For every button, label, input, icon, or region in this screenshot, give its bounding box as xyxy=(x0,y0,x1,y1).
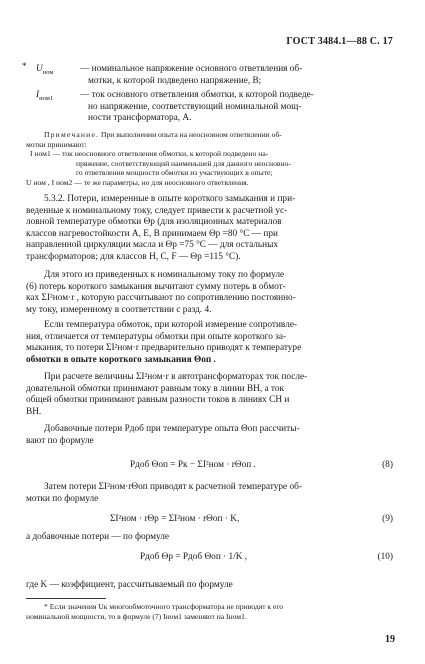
note-title: Примечание. xyxy=(44,130,100,139)
def-text-inom1 xyxy=(80,90,400,125)
note-line: мотки принимают: xyxy=(26,139,87,149)
def-text-unom xyxy=(80,64,400,87)
text-line: (6) потерь короткого замыкания вычитают сумму потерь в обмот- xyxy=(26,281,286,292)
footnote-divider xyxy=(26,598,106,599)
text-line: Затем потери ΣI²ном·rΘоп приводят к расчетной температуре об- xyxy=(44,482,302,492)
text-line: ках ΣI²ном·r , которую рассчитывают по сопротивлению постоянно- xyxy=(26,293,296,304)
note-line: пряжение, соответствующий наименьшей для данного неосновно- xyxy=(76,158,291,168)
formula-9-number: (9) xyxy=(382,514,393,524)
formula-8: Pдоб Θоп = Pк − ΣI²ном · rΘоп . xyxy=(130,460,256,470)
text-line: трансформаторов; для классов Н, С, F — Θр =115 °С). xyxy=(26,251,241,262)
text-line: ВН. xyxy=(26,406,42,417)
paragraph-5 xyxy=(26,424,398,447)
text-line: ловной температуре обмотки Θр (для изоляционных материалов xyxy=(26,217,282,228)
text-line: классов нагревостойкости А, Е, В принимаем Θр =80 °С — при xyxy=(26,228,278,239)
note-block xyxy=(26,130,398,188)
note-line: I ном1 — ток неосновного ответвления обмотки, к которой подведено на- xyxy=(30,149,269,159)
footnote-line: номинальной мощности, то в формуле (7) Iном1 заменяют на Iном1. xyxy=(26,611,247,621)
footnote xyxy=(26,602,398,621)
def-symbol-unom: $U_{ном}$ xyxy=(36,64,54,76)
text-line: вают по формуле xyxy=(26,435,94,446)
note-line: При выполнении опыта на неосновном ответвлении об- xyxy=(101,130,282,139)
def-symbol-inom1: $I_{ном1}$ xyxy=(36,90,54,102)
text-line: Для этого из приведенных к номинальному току по формуле xyxy=(44,270,285,280)
text-line: обмотки в опыте короткого замыкания Θоп . xyxy=(26,354,216,365)
paragraph-6 xyxy=(26,482,398,505)
text-line: ния, отличается от температуры обмотки при опыте короткого за- xyxy=(26,331,287,342)
text-line: му току, измеренному в соответствии с разд. 4. xyxy=(26,304,212,315)
text-line: мыкания, то потери ΣI²ном·r предварительно приводят к температуре xyxy=(26,343,302,354)
paragraph-4 xyxy=(26,372,398,418)
note-line: U ном , I ном2 — те же параметры, но для неосновного ответвления. xyxy=(26,177,249,187)
note-line: го ответвления мощности обмотки из участвующих в опыте; xyxy=(76,168,273,178)
text-line: Если температура обмоток, при которой измерение сопротивле- xyxy=(44,320,298,330)
def-line: ности трансформатора, А. xyxy=(88,113,192,124)
text-line: веденные к номинальному току, следует привести к расчетной ус- xyxy=(26,205,288,216)
text-line: При расчете величины ΣI²ном·r в автотрансформаторах ток после- xyxy=(44,372,308,382)
text-line: общей обмотки принимают равным разности токов в линиях СН и xyxy=(26,395,290,406)
text-line: довательной обмотки принимают равным току в линии ВН, а ток xyxy=(26,383,285,394)
paragraph-2 xyxy=(26,270,398,316)
def-line: мотки, к которой подведено напряжение, В; xyxy=(88,75,262,86)
formula-9: ΣI²ном · rΘр = ΣI²ном · rΘоп · K, xyxy=(110,514,240,524)
page-number: 19 xyxy=(385,634,395,645)
page-header: ГОСТ 3484.1—88 С. 17 xyxy=(286,36,393,47)
text-line: мотки по формуле xyxy=(26,493,99,504)
text-line: направленной циркуляции масла и Θр =75 °С — для остальных xyxy=(26,240,279,251)
text-line: 5.3.2. Потери, измеренные в опыте короткого замыкания и при- xyxy=(44,194,296,204)
formula-8-number: (8) xyxy=(382,460,393,470)
def-line: — номинальное напряжение основного ответвления об- xyxy=(80,64,303,74)
text-line: Добавочные потери Pдоб при температуре опыта Θоп рассчиты- xyxy=(44,424,300,434)
def-line: но напряжение, соответствующий номинальной мощ- xyxy=(88,101,302,112)
paragraph-8: где K — коэффициент, рассчитываемый по формуле xyxy=(26,580,233,590)
def-line: — ток основного ответвления обмотки, к которой подведе- xyxy=(80,90,314,100)
footnote-marker: * xyxy=(22,62,27,72)
paragraph-3 xyxy=(26,320,398,366)
paragraph-5-3-2 xyxy=(26,194,398,264)
formula-10: Pдоб Θр = Pдоб Θоп · 1/K , xyxy=(140,552,248,562)
footnote-line: * Если значения Uк многообмоточного трансформатора не приводят к его xyxy=(44,602,284,611)
paragraph-7: а добавочные потери — по формуле xyxy=(26,532,170,542)
formula-10-number: (10) xyxy=(377,552,393,562)
